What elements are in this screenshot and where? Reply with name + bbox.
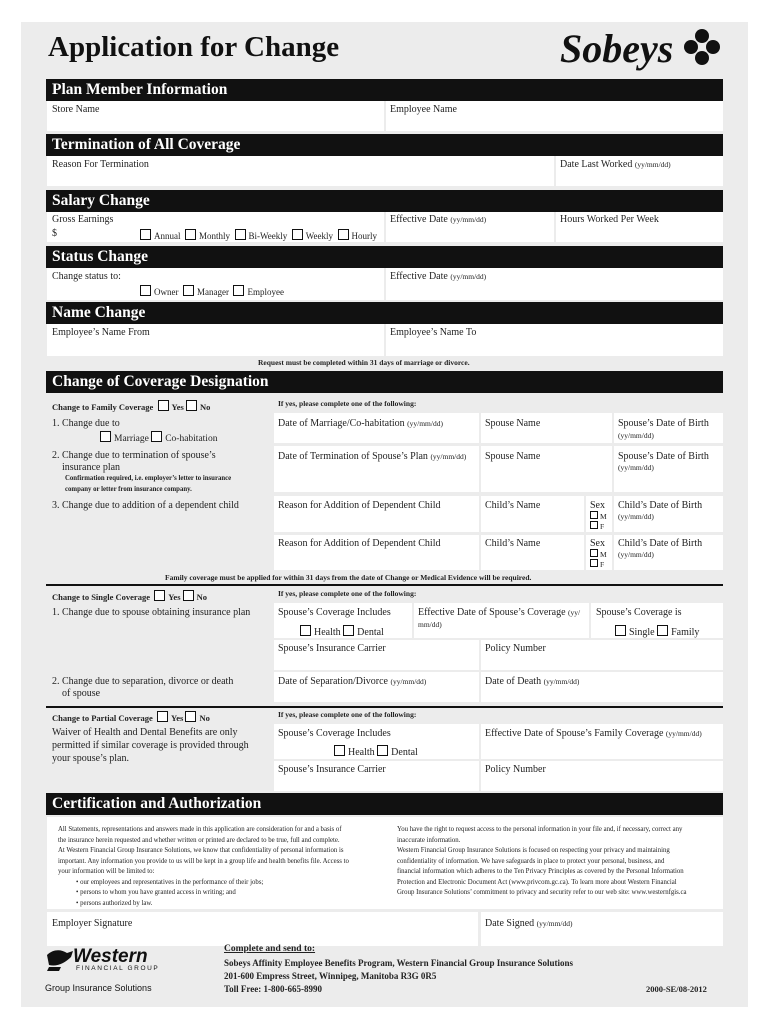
family-coverage-note: Family coverage must be applied for within 31 days from the date of Change or Medical Evidence will be required. bbox=[165, 573, 532, 582]
single-item2-line1: 2. Change due to separation, divorce or death bbox=[52, 676, 234, 687]
western-logo bbox=[45, 947, 205, 977]
spouse-dob-2-format: (yy/mm/dd) bbox=[618, 463, 654, 472]
manager-checkbox[interactable]: Manager bbox=[183, 287, 229, 297]
single-dental-checkbox[interactable]: Dental bbox=[343, 627, 384, 638]
owner-checkbox[interactable]: Owner bbox=[140, 287, 179, 297]
spouse-dob-2-label: Spouse’s Date of Birth bbox=[618, 451, 709, 462]
termination-reason-label: Reason For Termination bbox=[52, 159, 149, 170]
family-item2-line1: 2. Change due to termination of spouse’s bbox=[52, 450, 216, 461]
partial-carrier-label: Spouse’s Insurance Carrier bbox=[278, 764, 386, 775]
divider bbox=[46, 584, 723, 586]
partial-no-checkbox[interactable]: No bbox=[185, 713, 209, 723]
partial-effective-date-label: Effective Date of Spouse’s Family Coverage (yy/mm/dd) bbox=[485, 728, 702, 739]
sobeys-logo bbox=[560, 24, 724, 74]
complete-send-heading: Complete and send to: bbox=[224, 944, 316, 954]
single-yes-checkbox[interactable]: Yes bbox=[154, 592, 180, 602]
family-item1: 1. Change due to bbox=[52, 418, 120, 429]
single-spouse-coverage-label: Spouse’s Coverage Includes bbox=[278, 607, 391, 618]
spouse-name-2-label: Spouse Name bbox=[485, 451, 541, 462]
single-no-checkbox[interactable]: No bbox=[183, 592, 207, 602]
form-code: 2000-SE/08-2012 bbox=[646, 984, 707, 994]
weekly-checkbox[interactable]: Weekly bbox=[292, 231, 333, 241]
child-name-2-label: Child’s Name bbox=[485, 538, 541, 549]
hours-worked-label: Hours Worked Per Week bbox=[560, 214, 659, 225]
certification-left-text: All Statements, representations and answers made in this application are consideration for and a basis of the insurance herein requested and whether written or printed are declared to be true, full and complete. At Western Financial Group Insurance Solutions, we know that confidentiality of personal information is important. Any information you provide to us will be kept in a group life and health benefits file. Access to your information will be limited to: • our employees and representatives in the performance of their jobs; • persons to whom you have granted access in writing; and • persons authorized by law. bbox=[58, 825, 394, 909]
section-status: Status Change bbox=[46, 246, 723, 268]
hourly-checkbox[interactable]: Hourly bbox=[338, 231, 378, 241]
partial-policy-label: Policy Number bbox=[485, 764, 546, 775]
date-separation-label: Date of Separation/Divorce (yy/mm/dd) bbox=[278, 676, 427, 687]
family-item1-options bbox=[100, 431, 217, 444]
family-if-yes: If yes, please complete one of the following: bbox=[278, 399, 417, 408]
status-effective-date-label: Effective Date (yy/mm/dd) bbox=[390, 271, 487, 282]
date-termination-label: Date of Termination of Spouse’s Plan (yy/mm/dd) bbox=[278, 451, 467, 462]
family-item2-line2: insurance plan bbox=[62, 462, 121, 473]
section-certification: Certification and Authorization bbox=[46, 793, 723, 815]
child-dob-format: (yy/mm/dd) bbox=[618, 512, 654, 521]
child-sex-m[interactable]: M bbox=[590, 511, 607, 521]
name-change-note: Request must be completed within 31 days of marriage or divorce. bbox=[258, 358, 470, 367]
partial-yes-checkbox[interactable]: Yes bbox=[157, 713, 183, 723]
dollar-sign: $ bbox=[52, 228, 57, 239]
confirmation-line1: Confirmation required, i.e. employer’s letter to insurance bbox=[65, 475, 232, 482]
single-if-yes: If yes, please complete one of the following: bbox=[278, 589, 417, 598]
single-coverage-heading: Change to Single Coverage Yes No bbox=[52, 592, 208, 602]
single-item1: 1. Change due to spouse obtaining insurance plan bbox=[52, 607, 251, 618]
section-coverage: Change of Coverage Designation bbox=[46, 371, 723, 393]
toll-free: Toll Free: 1-800-665-8990 bbox=[224, 984, 322, 994]
biweekly-checkbox[interactable]: Bi-Weekly bbox=[235, 231, 288, 241]
spouse-name-label: Spouse Name bbox=[485, 418, 541, 429]
single-effective-date-format: mm/dd) bbox=[418, 620, 442, 629]
section-termination: Termination of All Coverage bbox=[46, 134, 723, 156]
date-marriage-label: Date of Marriage/Co-habitation (yy/mm/dd) bbox=[278, 418, 443, 429]
status-options bbox=[140, 285, 284, 297]
family-type-checkbox[interactable]: Family bbox=[657, 627, 699, 638]
store-name-label: Store Name bbox=[52, 104, 100, 115]
date-last-worked-label: Date Last Worked (yy/mm/dd) bbox=[560, 159, 671, 170]
group-insurance-label: Group Insurance Solutions bbox=[45, 983, 152, 993]
child-dob-label: Child’s Date of Birth bbox=[618, 500, 703, 511]
partial-spouse-coverage-label: Spouse’s Coverage Includes bbox=[278, 728, 391, 739]
monthly-checkbox[interactable]: Monthly bbox=[185, 231, 230, 241]
name-from-label: Employee’s Name From bbox=[52, 327, 150, 338]
single-coverage-options bbox=[300, 625, 384, 638]
reason-add-child-label: Reason for Addition of Dependent Child bbox=[278, 500, 441, 511]
certification-right-text: You have the right to request access to the personal information in your file and, if necessary, correct any inaccurate information. Western Financial Group Insurance Solutions is focused on respecting your privacy and maintaining confidentiality of information. We have safeguards in place to protect your personal, business, and financial information which adheres to the Ten Privacy Principles as covered by the Personal Information Protection and Electronic Document Act (www.privcom.gc.ca). To learn more about Western Financial Group Insurance Solutions’ commitment to privacy and security refer to our web site: www.westernfgis.ca bbox=[397, 826, 687, 896]
child-sex-2-label: Sex bbox=[590, 538, 605, 549]
partial-coverage-options bbox=[334, 745, 418, 758]
confirmation-line2: company or letter from insurance company. bbox=[65, 486, 192, 493]
western-logo-sub: FINANCIAL GROUP bbox=[76, 965, 160, 972]
western-logo-name: Western bbox=[73, 946, 148, 967]
single-type-checkbox[interactable]: Single bbox=[615, 627, 655, 638]
frequency-options bbox=[140, 229, 377, 241]
svg-text:Sobeys: Sobeys bbox=[560, 26, 674, 71]
section-plan-member: Plan Member Information bbox=[46, 79, 723, 101]
partial-coverage-heading: Change to Partial Coverage Yes No bbox=[52, 713, 210, 723]
name-to-label: Employee’s Name To bbox=[390, 327, 477, 338]
employee-name-label: Employee Name bbox=[390, 104, 457, 115]
waiver-line2: permitted if similar coverage is provided through bbox=[52, 740, 249, 751]
gross-earnings-label: Gross Earnings bbox=[52, 214, 114, 225]
single-coverage-is-label: Spouse’s Coverage is bbox=[596, 607, 682, 618]
date-death-label: Date of Death (yy/mm/dd) bbox=[485, 676, 580, 687]
partial-if-yes: If yes, please complete one of the following: bbox=[278, 710, 417, 719]
annual-checkbox[interactable]: Annual bbox=[140, 231, 181, 241]
child-sex-label: Sex bbox=[590, 500, 605, 511]
single-policy-label: Policy Number bbox=[485, 643, 546, 654]
single-health-checkbox[interactable]: Health bbox=[300, 627, 341, 638]
child-sex-2-f[interactable]: F bbox=[590, 559, 604, 569]
cohabitation-checkbox[interactable]: Co-habitation bbox=[151, 434, 217, 444]
spouse-dob-format: (yy/mm/dd) bbox=[618, 431, 654, 440]
address-line1: Sobeys Affinity Employee Benefits Program, Western Financial Group Insurance Solutions bbox=[224, 958, 574, 968]
waiver-line3: your spouse’s plan. bbox=[52, 753, 129, 764]
child-name-label: Child’s Name bbox=[485, 500, 541, 511]
section-salary: Salary Change bbox=[46, 190, 723, 212]
western-logo-icon bbox=[45, 947, 75, 973]
employee-checkbox[interactable]: Employee bbox=[233, 287, 284, 297]
single-carrier-label: Spouse’s Insurance Carrier bbox=[278, 643, 386, 654]
date-signed-label: Date Signed (yy/mm/dd) bbox=[485, 918, 573, 929]
child-dob-2-format: (yy/mm/dd) bbox=[618, 550, 654, 559]
partial-health-checkbox[interactable]: Health bbox=[334, 747, 375, 758]
salary-effective-date-label: Effective Date (yy/mm/dd) bbox=[390, 214, 487, 225]
address-line2: 201-600 Empress Street, Winnipeg, Manitoba R3G 0R5 bbox=[224, 971, 437, 981]
child-sex-f[interactable]: F bbox=[590, 521, 604, 531]
divider bbox=[46, 706, 723, 708]
reason-add-child-2-label: Reason for Addition of Dependent Child bbox=[278, 538, 441, 549]
family-item3: 3. Change due to addition of a dependent child bbox=[52, 500, 239, 511]
child-sex-2-m[interactable]: M bbox=[590, 549, 607, 559]
family-yes-checkbox[interactable]: Yes bbox=[158, 402, 184, 412]
spouse-dob-label: Spouse’s Date of Birth bbox=[618, 418, 709, 429]
employer-signature-label: Employer Signature bbox=[52, 918, 133, 929]
section-name-change: Name Change bbox=[46, 302, 723, 324]
single-effective-date-label: Effective Date of Spouse’s Coverage (yy/ bbox=[418, 607, 581, 618]
single-item2-line2: of spouse bbox=[62, 688, 101, 699]
change-status-label: Change status to: bbox=[52, 271, 121, 282]
waiver-line1: Waiver of Health and Dental Benefits are only bbox=[52, 727, 238, 738]
child-dob-2-label: Child’s Date of Birth bbox=[618, 538, 703, 549]
family-coverage-heading: Change to Family Coverage Yes No bbox=[52, 402, 211, 412]
marriage-checkbox[interactable]: Marriage bbox=[100, 434, 149, 444]
family-no-checkbox[interactable]: No bbox=[186, 402, 210, 412]
partial-dental-checkbox[interactable]: Dental bbox=[377, 747, 418, 758]
page-title: Application for Change bbox=[48, 31, 340, 63]
single-family-options bbox=[615, 625, 699, 638]
